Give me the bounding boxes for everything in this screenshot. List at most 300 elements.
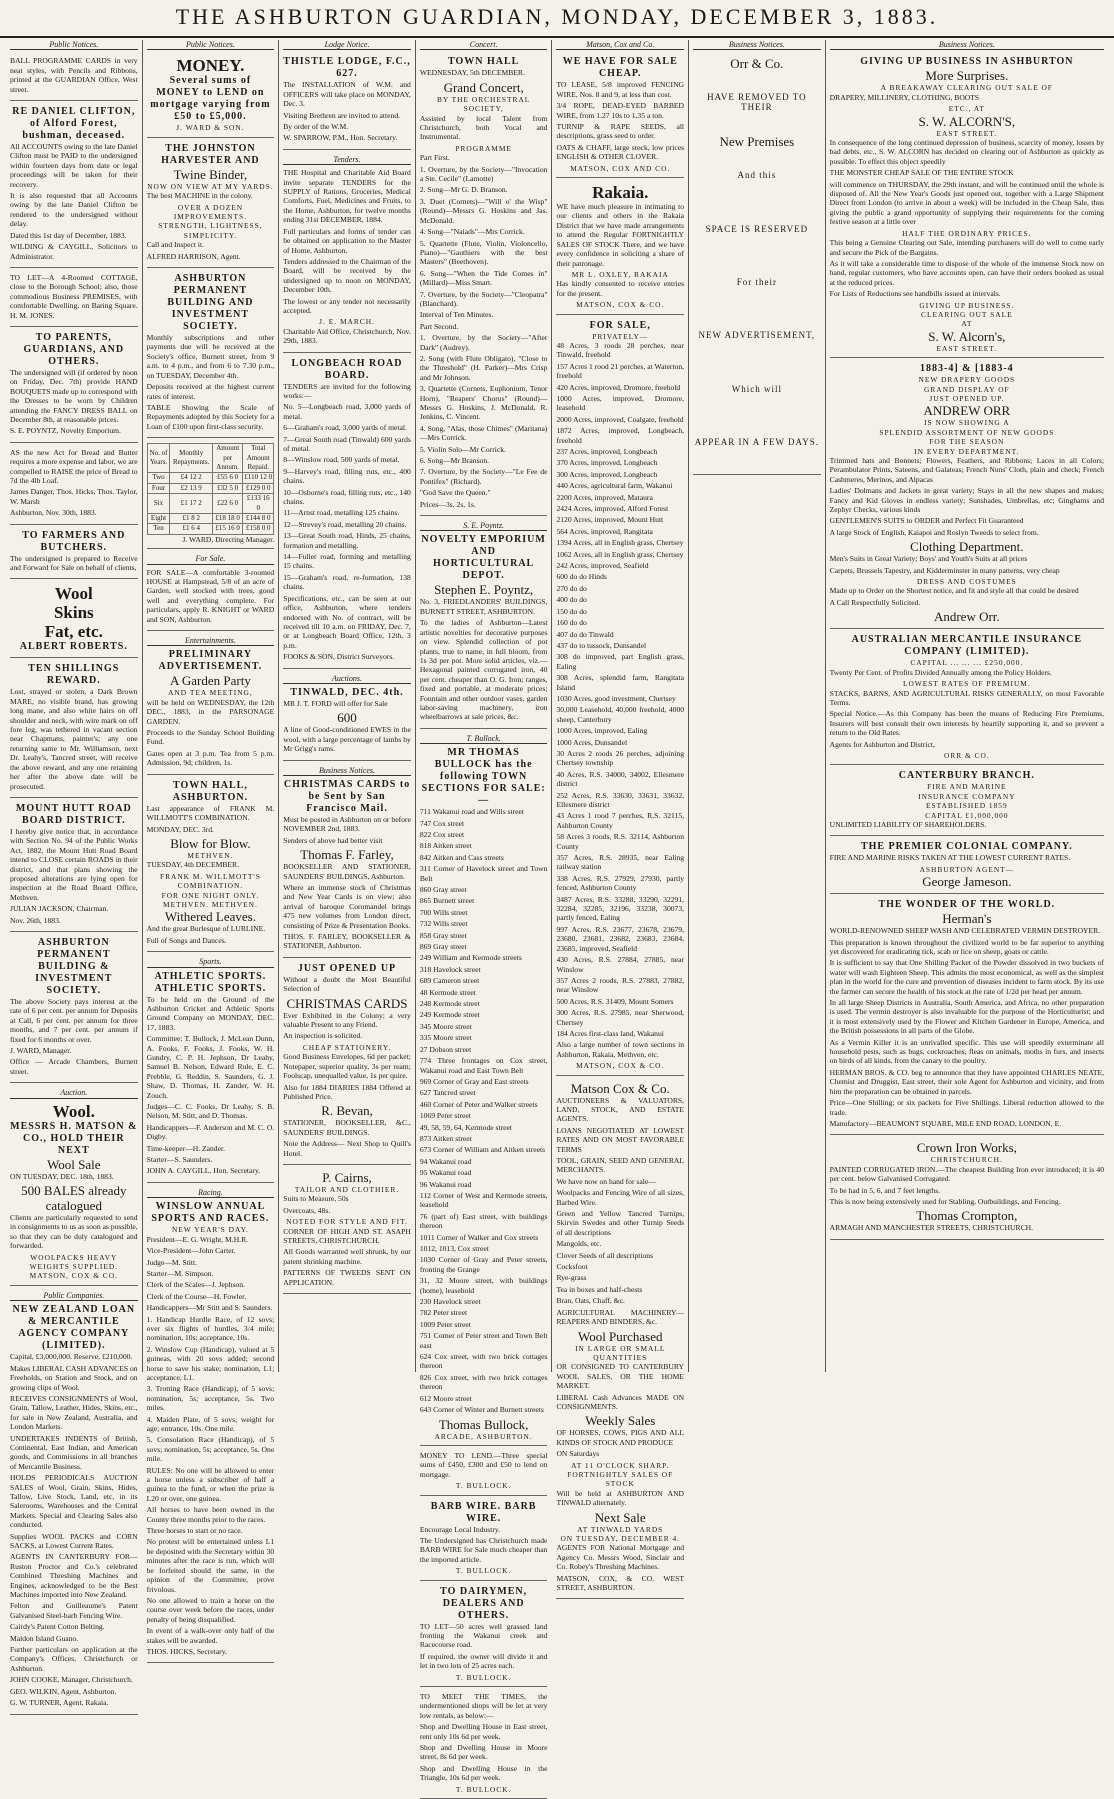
advert-text: 345 Moore street — [419, 1021, 472, 1031]
advert-display-line: Weekly Sales — [585, 1413, 656, 1429]
advert-text: 150 do do — [556, 606, 587, 616]
column-6 — [689, 40, 826, 1372]
advert-text: Specifications, etc., can be seen at our office, Ashburton, where tenders endorsed with No. of contract, will be received till 10 a.m. on FRIDAY, Dec. 7, or at Longbeach Board Office, 12th, 3 p.m. — [283, 593, 411, 650]
advert-text: 2200 Acres, improved, Mataura — [556, 492, 653, 502]
advert-text: 9—Harvey's road, filling ruts, etc., 400 chains. — [283, 466, 411, 486]
advert-text: Supplies WOOL PACKS and CORN SACKS, at Lowest Current Rates. — [10, 1531, 138, 1550]
advert-display-line: Withered Leaves. — [164, 909, 256, 925]
advert-title: MESSRS H. MATSON & CO., HOLD THEIR NEXT — [10, 1120, 138, 1156]
advert-caps-line: J. WARD & SON. — [176, 123, 245, 133]
advert-display-line: R. Bevan, — [321, 1103, 373, 1119]
advert-text: No. 5—Longbeach road, 3,000 yards of metal. — [283, 402, 411, 421]
advert-text: Visiting Brethren are invited to attend. — [283, 110, 401, 120]
table-row — [147, 483, 274, 493]
advert-text: Clerk of the Scales—J. Jephson. — [146, 1280, 245, 1290]
advert-display-line: Thomas Bullock, — [438, 1416, 529, 1432]
advert-signature: J. WARD, Directing Manager. — [182, 534, 275, 544]
advert-text: It is also requested that all Accounts owing by the late Daniel Clifton be rendered to the undersigned without delay. — [10, 191, 138, 229]
advert-text: STACKS, BARNS, AND AGRICULTURAL RISKS GENERALLY, on most Favorable Terms. — [829, 688, 1105, 707]
advert-caps-line: MATSON, COX AND CO. — [570, 163, 671, 173]
advert-text: No one allowed to train a horse on the course over week before the races, under penalty of being disqualified. — [146, 1595, 275, 1624]
advert-text: Made up to Order on the Shortest notice, and fit and style all that could be desired — [829, 586, 1079, 596]
advert-text: The Undersigned has Christchurch made BARB WIRE for Sale much cheaper than the imported article. — [419, 1535, 548, 1564]
advert-text: 1062 Acres, all in English grass, Chertsey — [556, 549, 684, 559]
advert-subheadline: Skins — [53, 603, 94, 623]
advert-caps-line: MATSON, COX & CO. — [576, 300, 665, 310]
section-kicker: Entertainments. — [147, 636, 275, 646]
advert-text: 230 Havelock street — [419, 1297, 481, 1307]
advert-subheadline: Fat, etc. — [44, 622, 103, 642]
advertisement — [420, 1689, 548, 1799]
advertisement — [283, 763, 411, 958]
advert-title: TINWALD, DEC. 4th. — [290, 686, 404, 698]
advert-title: RE DANIEL CLIFTON, of Alford Forest, bushman, deceased. — [12, 106, 136, 142]
advert-text: Has kindly consented to receive entries for the present. — [556, 279, 685, 298]
advert-text: 969 Corner of Gray and East streets — [419, 1076, 529, 1086]
advert-text: Woolpacks and Fencing Wire of all sizes, Barbed Wire. — [556, 1188, 685, 1207]
advert-text: 826 Cox street, with two brick cottages thereon — [419, 1372, 548, 1392]
advert-text: G. W. TURNER, Agent, Rakaia. — [10, 1698, 109, 1708]
table-cell: £1 8 2 — [170, 513, 213, 523]
advert-text: Shop and Dwelling House in the Triangle, 10s 6d per week. — [419, 1763, 548, 1783]
advert-text: Suits to Measure, 50s — [283, 1194, 349, 1204]
advert-text: TUESDAY, 4th DECEMBER. — [146, 860, 240, 870]
advert-title: WE HAVE FOR SALE CHEAP. — [562, 56, 678, 80]
advertisement — [830, 838, 1104, 894]
advert-text: Cairdy's Patent Cotton Belting. — [10, 1622, 105, 1632]
advert-text: WORLD-RENOWNED SHEEP WASH AND CELEBRATED VERMIN DESTROYER. — [829, 926, 1101, 936]
advert-caps-line: ESTABLISHED 1859 — [925, 801, 1008, 811]
advertisement — [283, 355, 411, 669]
column-heading: Business Notices. — [693, 40, 821, 50]
table-cell: £32 5 0 — [213, 483, 243, 493]
advert-text: Three horses to start or no race. — [146, 1526, 243, 1536]
advert-display-line: More Surprises. — [925, 68, 1009, 84]
advert-caps-line: CLEARING OUT SALE — [921, 309, 1013, 319]
advert-text: Agents for Ashburton and District, — [829, 739, 935, 749]
advert-caps-line: JUST OPENED UP. — [929, 393, 1005, 403]
advert-text: will be held on WEDNESDAY, the 12th DEC., 1883, in the PARSONAGE GARDEN. — [146, 697, 275, 726]
advert-text: 673 Corner of William and Aitken streets — [419, 1145, 546, 1155]
advert-text: 3. Duet (Cornets)—"Will o' the Wisp" (Round)—Messrs G. Hoskins and Jas. McDonald. — [419, 196, 548, 225]
space-reserved-line: Orr & Co. — [730, 56, 784, 72]
advert-text: 357 Acres, R.S. 28935, near Ealing railway station — [556, 853, 685, 872]
advert-text: Must be posted in Ashburton on or before NOVEMBER 2nd, 1883. — [283, 814, 411, 834]
advert-text: TABLE Showing the Scale of Repayments adopted by this Society for a Loan of £100 upon first-class security. — [146, 402, 275, 431]
advert-text: TO MEET THE TIMES, the undermentioned shops will be let at very low rentals, as below:— — [419, 1692, 548, 1720]
advert-text: WE have much pleasure in intimating to our clients and others in the Rakaia District that we have made arrangements to attend the Regular FORTNIGHTLY SALES OF STOCK There, and we have every confidence in soliciting a share of their patronage. — [556, 202, 685, 268]
advert-text: Without a doubt the Most Beautiful Selection of — [283, 974, 411, 994]
advert-display-line: Next Sale — [594, 1509, 646, 1525]
advert-title: NEW ZEALAND LOAN & MERCANTILE AGENCY COMPANY (LIMITED). — [12, 1304, 136, 1352]
advert-text: Part Second. — [419, 321, 459, 331]
advert-caps-line: OVER A DOZEN IMPROVEMENTS. — [173, 202, 247, 222]
advert-text: 76 (part of) East street, with buildings thereon — [419, 1211, 548, 1231]
advert-text: 157 Acres 1 rood 21 perches, at Waterton, freehold — [556, 361, 685, 381]
masthead-title: THE ASHBURTON GUARDIAN, MONDAY, DECEMBER 3, 1883. — [175, 4, 939, 29]
advert-text: 300 Acres, improved, Longbeach — [556, 469, 658, 479]
table-row — [147, 524, 274, 534]
advert-display-line: ANDREW ORR — [923, 403, 1011, 419]
advert-display-line: Twine Binder, — [173, 166, 248, 182]
advert-text: 40 Acres, R.S. 34000, 34002, Ellesmere district — [556, 769, 685, 789]
advert-title: JUST OPENED UP — [297, 962, 397, 974]
advert-text: Part First. — [419, 153, 450, 163]
advert-text: It is sufficient to say that One Shilling Packet of the Powder dissolved in two buckets of water will wash Eighteen Sheep. This admits the most economical, as well as the simplest plan in the world for the cure and prevention of diseases incident to farm stock. By its use the farmer can secure the health of his stock at the rate of 1/2d per head per annum. — [829, 958, 1105, 996]
advertisement — [147, 440, 275, 549]
advert-text: 5. Quartette (Flute, Violin, Violoncello, Piano)—"Gauthiers with the best Masters" (Beethoven). — [419, 238, 548, 267]
advert-text: MATSON, COX, & CO. WEST STREET, ASHBURTON. — [556, 1573, 685, 1593]
advert-text: 237 Acres, improved, Longbeach — [556, 447, 658, 456]
advert-text: TENDERS are invited for the following works:— — [283, 381, 411, 400]
advert-text: Makes LIBERAL CASH ADVANCES on Freeholds, on Station and Stock, and on growing clips of Wool. — [10, 1363, 138, 1392]
advert-text: Deposits received at the highest current rates of interest. — [146, 382, 275, 401]
space-reserved-line: HAVE REMOVED TO THEIR — [707, 92, 807, 112]
advert-text: JOHN COOKE, Manager, Christchurch. — [10, 1675, 133, 1685]
advert-text: 1000 Acres, improved, Dromore, leasehold — [556, 393, 685, 413]
space-reserved-line: For their — [736, 277, 777, 288]
table-cell: £110 12 0 — [244, 473, 273, 482]
advert-text: 2. Song (with Flute Obligato), "Close to the Threshold" (H. Parker)—Mrs Crisp and Mr Johnson. — [419, 353, 548, 382]
advert-text: LOANS NEGOTIATED AT LOWEST RATES AND ON MOST FAVORABLE TERMS — [556, 1125, 685, 1154]
advert-text: All ACCOUNTS owing to the late Daniel Clifton must be PAID to the undersigned within fourteen days from date or legal proceedings will be taken for their recovery. — [10, 142, 138, 189]
advert-display-line: Clothing Department. — [910, 539, 1024, 555]
advert-text: TOOL, GRAIN, SEED AND GENERAL MERCHANTS. — [556, 1156, 685, 1175]
advert-text: 10—Osborne's road, filling ruts, etc., 140 chains. — [283, 487, 411, 507]
advertisement — [147, 140, 275, 268]
advert-text: To be had in 5, 6, and 7 feet lengths. — [829, 1185, 941, 1195]
advert-text: We have now on hand for sale— — [556, 1176, 656, 1186]
advert-text: AUCTIONEERS & VALUATORS, LAND, STOCK, AND ESTATE AGENTS. — [556, 1095, 685, 1124]
section-kicker: S. E. Poyntz. — [420, 521, 548, 531]
advert-text: In consequence of the long continued depression of business, scarcity of money, losses by bad debts, etc., S. W. ALCORN has decided on clearing out of Ashburton as quickly as possible. To effect this object speedily — [829, 138, 1105, 166]
advert-caps-line: LOWEST RATES OF PREMIUM. — [902, 679, 1031, 689]
advert-title: WINSLOW ANNUAL SPORTS AND RACES. — [151, 1201, 270, 1225]
advert-text: 49, 58, 59, 64, Kermode street — [419, 1122, 512, 1132]
newspaper-columns — [6, 40, 1108, 1794]
advert-caps-line: ETC., AT — [948, 104, 985, 114]
advert-text: Cocksfoot — [556, 1262, 588, 1272]
advert-caps-line: EAST STREET. — [936, 128, 998, 138]
table-cell: Ten — [147, 524, 170, 534]
advert-text: Starter—S. Saunders. — [146, 1155, 213, 1165]
table-cell: Two — [147, 473, 170, 483]
advertisement — [10, 270, 138, 327]
advertisement — [556, 53, 684, 178]
advert-text: 3. Quartette (Cornets, Euphonium, Tenor Horn), "Reapers' Chorus" (Round)—Messrs G. Hoskins, J. McDonald, R. Jenkins, C. Vincent. — [419, 384, 548, 422]
advert-caps-line: T. BULLOCK. — [455, 1566, 512, 1576]
advert-text: The best MACHINE in the colony. — [146, 191, 253, 201]
table-header-cell: Total Amount Repaid. — [243, 444, 274, 473]
advertisement — [420, 1583, 548, 1687]
advert-text: 500 Acres, R.S. 31409, Mount Somers — [556, 996, 674, 1006]
advert-text: FOR SALE—A comfortable 3-roomed HOUSE at Hampstead, 5/8 of an acre of Garden, well stocked with trees, good well and everything complete. For particulars, apply R. KNIGHT or WARD and SON, Ashburton. — [146, 567, 275, 624]
repayment-table — [147, 443, 275, 535]
advert-text: 873 Aitken street — [419, 1133, 472, 1143]
advertisement — [147, 633, 275, 775]
advert-caps-line: FRANK M. WILLMOTT'S COMBINATION. — [159, 871, 261, 891]
advert-text: 7—Great South road (Tinwald) 600 yards of metal. — [283, 434, 411, 453]
advert-caps-line: IS NOW SHOWING A — [924, 418, 1010, 428]
advert-text: 1000 Acres, improved, Ealing — [556, 726, 648, 736]
advert-title: TO DAIRYMEN, DEALERS AND OTHERS. — [440, 1585, 528, 1621]
advert-text: Time-keeper—H. Zander. — [146, 1143, 225, 1153]
advert-text: WILDING & CAYGILL, Solicitors to Administrator. — [10, 242, 138, 261]
advert-text: As it will take a considerable time to dispose of the whole of the immense Stock now on hand, regular customers, who have accounts open, can have their orders booked as usual at the reduced prices. — [829, 258, 1105, 287]
advert-text: Full of Songs and Dances. — [146, 935, 227, 945]
advert-text: 7. Overture, by the Society—"Cleopatra" (Blanchard). — [419, 289, 548, 308]
advert-caps-line: HALF THE ORDINARY PRICES. — [902, 228, 1032, 238]
advert-text: Vice-President—John Carter. — [146, 1246, 236, 1256]
advert-display-line: 500 BALES already catalogued — [21, 1183, 127, 1214]
advert-text: 430 Acres, R.S. 27884, 27885, near Winslow — [556, 955, 685, 974]
advertisement — [10, 1288, 138, 1715]
advert-text: 1394 Acres, all in English grass, Chertsey — [556, 538, 684, 548]
advert-text: LIBERAL Cash Advances MADE ON CONSIGNMENTS. — [556, 1392, 685, 1411]
advertisement — [10, 527, 138, 580]
section-kicker: Business Notices. — [283, 766, 411, 776]
advert-text: OATS & CHAFF, large stock, low prices ENGLISH & OTHER CLOVER. — [556, 142, 685, 162]
advert-text: 747 Cox street — [419, 818, 465, 828]
advert-text: ALFRED HARRISON, Agent. — [146, 251, 241, 261]
advert-text: As a Vermin Killer it is an unrivalled specific. This use will speedily exterminate all household pests, such as bugs, cockroaches, fleas on animals, moths in furs, and insects on birds of all kinds, from the canary to the poultry. — [829, 1037, 1105, 1066]
advert-text: 782 Peter street — [419, 1308, 468, 1318]
table-cell: £1 17 2 — [170, 494, 213, 514]
advert-text: BALL PROGRAMME CARDS in very neat styles, with Pencils and Ribbons, printed at the GUARDIAN Office, West street. — [10, 56, 138, 94]
table-header-cell: Amount per Annum. — [213, 444, 243, 473]
advert-text: 1030 Corner of Gray and Peter streets, fronting the Grange — [419, 1255, 548, 1274]
advert-text: HERMAN BROS. & CO. beg to announce that they have appointed CHARLES NEATE, Chemist and Druggist, East street, their sole Agent for Ashburton and vicinity, and from him the preparation can be obtained in parcels. — [829, 1067, 1105, 1096]
advert-text: Mangolds, etc. — [556, 1239, 602, 1249]
table-cell: £4 12 2 — [170, 473, 213, 483]
advert-text: 94 Wakanui road — [419, 1156, 472, 1166]
advert-text: Rye-grass — [556, 1273, 587, 1283]
advert-text: 48 Kermode street — [419, 987, 476, 997]
advertisement — [147, 777, 275, 952]
advert-text: This being a Genuine Clearing out Sale, intending purchasers will do well to come early and secure the Pick of the Bargains. — [829, 238, 1105, 257]
advert-text: 96 Wakanui road — [419, 1179, 472, 1189]
advert-text: Clerk of the Course—H. Fowler. — [146, 1291, 247, 1301]
advert-text: Encourage Local Industry. — [419, 1524, 501, 1534]
advert-text: PATTERNS OF TWEEDS SENT ON APPLICATION. — [283, 1268, 411, 1287]
advert-text: AS the new Act for Bread and Butter requires a more expense and labor, we are compelled to RAISE the price of Bread to 7d the 4lb Loaf. — [10, 447, 138, 485]
advert-text: UNDERTAKES INDENTS of British, Continental, East Indian, and American goods, and Commissions in all branches of Mercantile Business. — [10, 1433, 138, 1471]
advert-text: 643 Corner of Winter and Burnett streets — [419, 1405, 544, 1415]
space-reserved-line: And this — [737, 170, 777, 181]
advert-title: CANTERBURY BRANCH. — [898, 770, 1035, 782]
advert-text: 1. Overture, by the Society—"Invocation a Ste. Cecile" (Lamotte) — [419, 164, 548, 184]
advert-caps-line: ASHBURTON AGENT— — [919, 864, 1015, 874]
advert-text: Manufactory—BEAUMONT SQUARE, MILE END ROAD, LONDON, E. — [829, 1118, 1062, 1128]
advert-text: 7. Overture, by the Society—"Le Fee de Pontifex" (Richard). — [419, 467, 548, 486]
advert-text: 3487 Acres, R.S. 33288, 33290, 32291, 32284, 32285, 32196, 33238, 30073, partly fenced, Ealing — [556, 894, 685, 923]
advert-text: MR J. T. FORD will offer for Sale — [283, 698, 388, 708]
advert-text: Capital, £3,000,000. Reserve, £210,000. — [10, 1352, 133, 1362]
advert-text: 249 Kermode street — [419, 1010, 480, 1020]
advert-text: Gates open at 3 p.m. Tea from 5 p.m. Admission, 9d; children, 1s. — [146, 748, 275, 768]
advert-text: will commence on THURSDAY, the 29th instant, and will be continued until the whole is disposed of. All the New Year's Goods just opened out, together with a Large Shipment Direct from London (to arrive in about a week) will be included in the Cheap Sale, thus giving the public a grand opportunity of supplying their requirements for the coming festive season at a little over — [829, 179, 1105, 227]
advertisement — [556, 180, 684, 314]
advert-text: Prices—3s, 2s, 1s. — [419, 499, 476, 509]
advert-text: The INSTALLATION of W.M. and OFFICERS will take place on MONDAY, Dec. 3. — [283, 80, 411, 109]
advert-title: GIVING UP BUSINESS IN ASHBURTON — [860, 56, 1074, 68]
advert-text: 3. Trotting Race (Handicap), of 5 sovs; nomination, 5s; acceptance, 5s. Two miles. — [146, 1384, 275, 1413]
advert-caps-line: CAPITAL ... ... ... £250,000. — [910, 658, 1024, 668]
table-header-row — [147, 444, 274, 473]
advert-text: 865 Burnett street — [419, 896, 475, 906]
advert-text: No. 3, FRIEDLANDERS' BUILDINGS, BURNETT STREET, ASHBURTON. — [419, 597, 548, 616]
advert-text: 11—Arnst road, metalling 125 chains. — [283, 508, 400, 518]
advert-text: 14—Fuller road, forming and metalling 15 chains. — [283, 552, 411, 571]
advert-caps-line: PROGRAMME — [455, 143, 512, 153]
advert-text: AGENTS FOR National Mortgage and Agency Co. Messrs Wood, Sinclair and Co. Robey's Threshing Machines. — [556, 1543, 685, 1572]
column-heading: Matson, Cox and Co. — [556, 40, 684, 50]
advert-text: This preparation is known throughout the civilized world to be far superior to anything yet discovered for eradicating tick, scab or lice on sheep, goats or cattle. — [829, 937, 1105, 956]
advert-text: 58 Acres 3 roods, R.S. 32114, Ashburton County — [556, 832, 685, 851]
advert-text: W. SPARROW, P.M., Hon. Secretary. — [283, 133, 398, 143]
advertisement — [10, 1085, 138, 1286]
advert-text: Clients are particularly requested to send in consignments to us as soon as possible, so that they can be duly catalogued and forwarded. — [10, 1213, 138, 1251]
advert-caps-line: FOR THE SEASON — [929, 437, 1005, 447]
advert-text: 2. Song—Mr G. D. Branson. — [419, 185, 508, 195]
advert-title: THE WONDER OF THE WORLD. — [878, 899, 1056, 911]
advert-text: Overcoats, 48s. — [283, 1205, 331, 1215]
advert-caps-line: MR L. OXLEY, RAKAIA — [571, 269, 669, 279]
advert-caps-line: TAILOR AND CLOTHIER. — [294, 1184, 400, 1194]
advert-text: MONDAY, DEC. 3rd. — [146, 824, 214, 834]
advert-caps-line: IN LARGE OR SMALL QUANTITIES — [575, 1343, 666, 1362]
advert-caps-line: CHRISTCHURCH. — [930, 1155, 1003, 1165]
advert-text: OR CONSIGNED TO CANTERBURY WOOL SALES, OR THE HOME MARKET. — [556, 1362, 685, 1391]
advert-text: 858 Gray street — [419, 930, 467, 940]
column-4 — [416, 40, 553, 1794]
advert-text: 6—Graham's road, 3,000 yards of metal. — [283, 423, 407, 433]
table-cell: £133 16 0 — [243, 494, 274, 514]
advert-text: 6. Song—Mr Branson. — [419, 456, 490, 466]
column-7 — [826, 40, 1108, 1372]
advert-text: 700 Wills street — [419, 907, 468, 917]
advert-text: Ladies' Dolmans and Jackets in great variety; Stays in all the new shapes and makes; Fancy and Kid Gloves in endless variety; Sunshades, Umbrellas, etc; Ginghams and Zephyr Checks, various kinds — [829, 486, 1105, 515]
column-heading: Business Notices. — [830, 40, 1104, 50]
advert-text: 624 Cox street, with two brick cottages thereon — [419, 1352, 548, 1371]
table-cell: £144 8 0 — [243, 513, 274, 523]
advert-text: CORNER OF HIGH AND ST. ASAPH STREETS, CHRISTCHURCH. — [283, 1226, 411, 1245]
advert-text: 407 do do Tinwald — [556, 629, 614, 639]
advert-text: JOHN A. CAYGILL, Hon. Secretary. — [146, 1166, 261, 1176]
advert-text: THE MONSTER CHEAP SALE OF THE ENTIRE STOCK — [829, 168, 1014, 178]
advert-text: 1009 Peter street — [419, 1319, 471, 1329]
table-row — [147, 494, 274, 514]
space-reserved-line: SPACE IS RESERVED — [705, 223, 809, 234]
advert-text: 13—Great South road, Hinds, 25 chains, formation and metalling. — [283, 531, 411, 550]
advert-display-line: P. Cairns, — [322, 1169, 372, 1185]
advert-text: TO LET—50 acres well grassed land fronting the Wakanui creek and Racecourse road. — [419, 1621, 548, 1650]
advert-title: LONGBEACH ROAD BOARD. — [291, 357, 403, 381]
advert-text: BOOKSELLER AND STATIONER, SAUNDERS' BUILDINGS, Ashburton. — [283, 862, 411, 881]
advertisement — [283, 960, 411, 1165]
advert-text: Judge—M. Stitt. — [146, 1257, 198, 1267]
advert-title: FOR SALE, — [589, 319, 651, 331]
advert-text: 1012, 1013, Cox street — [419, 1244, 489, 1253]
advert-caps-line: AT — [961, 319, 973, 329]
advert-text: By order of the W.M. — [283, 122, 349, 132]
table-cell: Six — [147, 494, 170, 514]
advert-text: Handicappers—F. Anderson and M. C. O. Digby. — [146, 1122, 275, 1142]
advert-caps-line: A BREAKAWAY CLEARING OUT SALE OF — [880, 83, 1053, 93]
advert-text: Ever Exhibited in the Colony; a very valuable Present to any Friend. — [283, 1010, 411, 1030]
advert-text: All Goods warranted well shrunk, by our patent shrinking machine. — [283, 1247, 411, 1266]
advertisement — [420, 53, 548, 516]
advert-text: Felton and Guilleaume's Patent Galvanised Steel-barb Fencing Wire. — [10, 1601, 138, 1620]
advertisement — [10, 660, 138, 797]
advert-text: To the ladies of Ashburton—Latest artistic novelties for decorative purposes on view. Splendid collection of pot plants, true to name, in full bloom, from 1s 3d per pot. More solid articles, viz.—Hexagonal painted corrugated iron, 40 per cent. cheaper than O. G. Iron; ranges, fixed and portable, at moderate prices; Fountain and other outdoor vases, garden labor-saving machinery, iron wheelbarrows at sale prices, &c. — [419, 618, 548, 722]
advert-text: Good Business Envelopes, 6d per packet; Notepaper, superior quality, 3s per ream; Foolscap, unequalled value, 1s per quire. — [283, 1052, 411, 1081]
advert-text: 1030 Acres, good investment, Chertsey — [556, 693, 676, 703]
advert-text: 338 Acres, R.S. 27929, 27930, partly fenced, Ashburton County — [556, 873, 685, 893]
advert-text: This is now being extensively used for Stabling, Outbuildings, and Fencing. — [829, 1196, 1061, 1206]
advert-text: 1. Handicap Hurdle Race, of 12 sovs; over six flights of hurdles, 3/4 mile; nomination, 10s; acceptance, 10s. — [146, 1314, 275, 1343]
advert-text: 612 Moore street — [419, 1393, 472, 1403]
advert-display-line: Wool Purchased — [577, 1328, 663, 1344]
advert-title: ASHBURTON PERMANENT BUILDING AND INVESTMENT SOCIETY. — [167, 273, 254, 333]
advert-text: 2. Winslow Cup (Handicap), valued at 5 guineas, with 20 sovs added; second horse to save his stake; nomination, L1; acceptance, L1. — [146, 1344, 275, 1382]
advert-text: 6. Song—"When the Tide Comes in" (Millard)—Miss Smart. — [419, 268, 548, 288]
space-reserved-line: Which will — [731, 383, 782, 394]
advert-text: 311 Corner of Havelock street and Town Belt — [419, 864, 548, 883]
advertisement — [10, 445, 138, 525]
advert-title: Several sums of MONEY to LEND on mortgage varying from £50 to £5,000. — [150, 75, 271, 123]
advert-display-line: Thomas F. Farley, — [300, 847, 394, 863]
advert-title: 1883-4] & [1883-4 — [920, 363, 1014, 375]
advert-caps-line: ORR & CO. — [943, 750, 990, 760]
space-reserved-line: NEW ADVERTISEMENT, — [698, 330, 816, 341]
advert-text: All horses to have been owned in the County three months prior to the races. — [146, 1505, 275, 1524]
advert-title: BARB WIRE. BARB WIRE. — [430, 1500, 537, 1524]
advertisement — [147, 551, 275, 631]
table-cell: £55 6 0 — [213, 473, 243, 483]
advert-display-line: Crown Iron Works, — [916, 1140, 1017, 1156]
advert-text: 308 do improved, part English grass, Ealing — [556, 652, 685, 671]
advert-text: 1011 Corner of Walker and Cox streets — [419, 1232, 539, 1242]
advert-display-line: Matson Cox & Co. — [570, 1080, 670, 1096]
advertisement — [830, 360, 1104, 629]
advert-title: THE JOHNSTON HARVESTER AND — [161, 142, 260, 166]
advert-text: Charitable Aid Office, Christchurch, Nov. 29th, 1883. — [283, 326, 411, 346]
advert-text: 357 Acres 2 roods, R.S. 27883, 27882, near Winslow — [556, 975, 685, 995]
advertisement — [10, 329, 138, 443]
advert-title: TOWN HALL — [447, 56, 520, 68]
advert-text: OF HORSES, COWS, PIGS AND ALL KINDS OF STOCK AND PRODUCE — [556, 1428, 685, 1447]
advert-text: Dated this 1st day of December, 1883. — [10, 230, 127, 240]
advert-text: Price—One Shilling; or six packets for Five Shillings. Liberal reduction allowed to the trade. — [829, 1098, 1105, 1117]
advert-caps-line: FOR ONE NIGHT ONLY. — [161, 890, 260, 900]
advert-text: Will be held at ASHBURTON AND TINWALD alternately. — [556, 1488, 685, 1508]
masthead — [0, 0, 1114, 38]
advertisement — [830, 896, 1104, 1135]
table-cell: Eight — [147, 513, 170, 523]
advert-text: Also a large number of town sections in Ashburton, Rakaia, Methven, etc. — [556, 1040, 685, 1059]
advert-text: If required, the owner will divide it and let in two lots of 25 acres each. — [419, 1651, 548, 1671]
advert-title: ALBERT ROBERTS. — [19, 641, 128, 653]
advert-caps-line: AT TINWALD YARDS — [577, 1524, 664, 1534]
advert-text: THE Hospital and Charitable Aid Board invite separate TENDERS for the SUPPLY of Rations, Groceries, Medical Comforts, Fuel, Medicines and Fruits, to the Home, Ashburton, for twelve months ending 31st DECEMBER, 1884. — [283, 168, 411, 225]
advert-text: Shop and Dwelling House in East street, rent only 10s 6d per week. — [419, 1722, 548, 1741]
advert-title: TO PARENTS, GUARDIANS, AND OTHERS. — [23, 331, 125, 367]
advert-text: 30,000 Leasehold, 40,000 freehold, 4000 sheep, Canterbury — [556, 705, 685, 724]
advert-text: ARMAGH AND MANCHESTER STREETS, CHRISTCHURCH. — [829, 1223, 1034, 1233]
advert-title: ATHLETIC SPORTS. ATHLETIC SPORTS. — [154, 970, 267, 994]
advertisement — [556, 1078, 684, 1600]
